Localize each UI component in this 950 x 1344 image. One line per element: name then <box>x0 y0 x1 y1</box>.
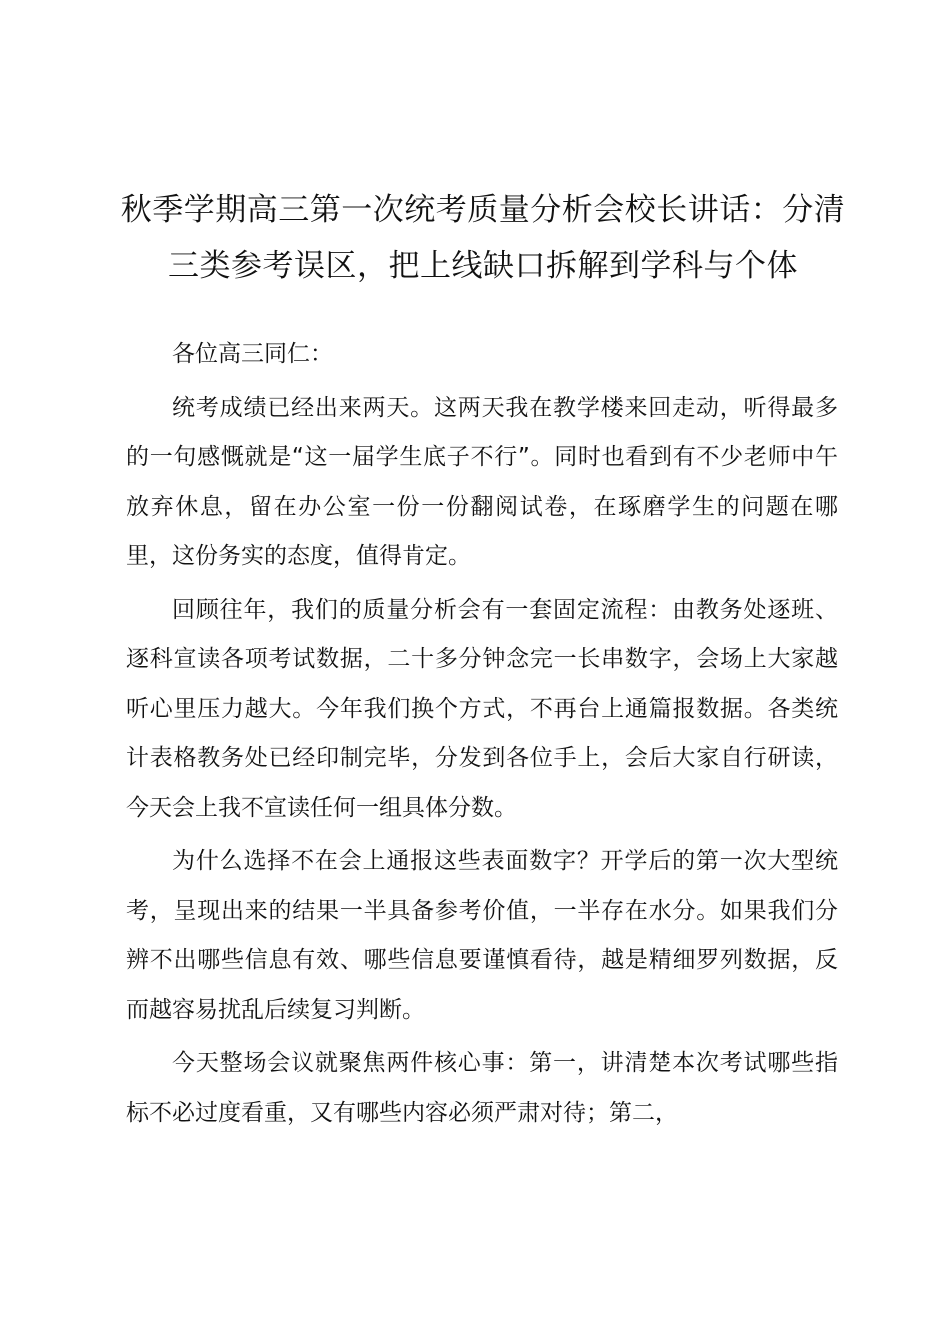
body-paragraph: 为什么选择不在会上通报这些表面数字？开学后的第一次大型统考，呈现出来的结果一半具备参考价值，一半存在水分。如果我们分辨不出哪些信息有效、哪些信息要谨慎看待，越是精细罗列数据，反而越容易扰乱后续复习判断。 <box>126 848 838 1023</box>
body-paragraph: 统考成绩已经出来两天。这两天我在教学楼来回走动，听得最多的一句感慨就是“这一届学生底子不行”。同时也看到有不少老师中午放弃休息，留在办公室一份一份翻阅试卷，在琢磨学生的问题在哪里，这份务实的态度，值得肯定。 <box>126 394 838 569</box>
body-paragraph: 回顾往年，我们的质量分析会有一套固定流程：由教务处逐班、逐科宣读各项考试数据，二十多分钟念完一长串数字，会场上大家越听心里压力越大。今年我们换个方式，不再台上通篇报数据。各类统计表格教务处已经印制完毕，分发到各位手上，会后大家自行研读，今天会上我不宣读任何一组具体分数。 <box>126 596 838 821</box>
body-paragraph: 今天整场会议就聚焦两件核心事：第一，讲清楚本次考试哪些指标不必过度看重，又有哪些内容必须严肃对待；第二， <box>126 1050 838 1126</box>
salutation-paragraph: 各位高三同仁： <box>172 341 333 367</box>
document-title: 秋季学期高三第一次统考质量分析会校长讲话：分清三类参考误区，把上线缺口拆解到学科与个体 <box>120 192 846 284</box>
document-body <box>126 330 838 1142</box>
